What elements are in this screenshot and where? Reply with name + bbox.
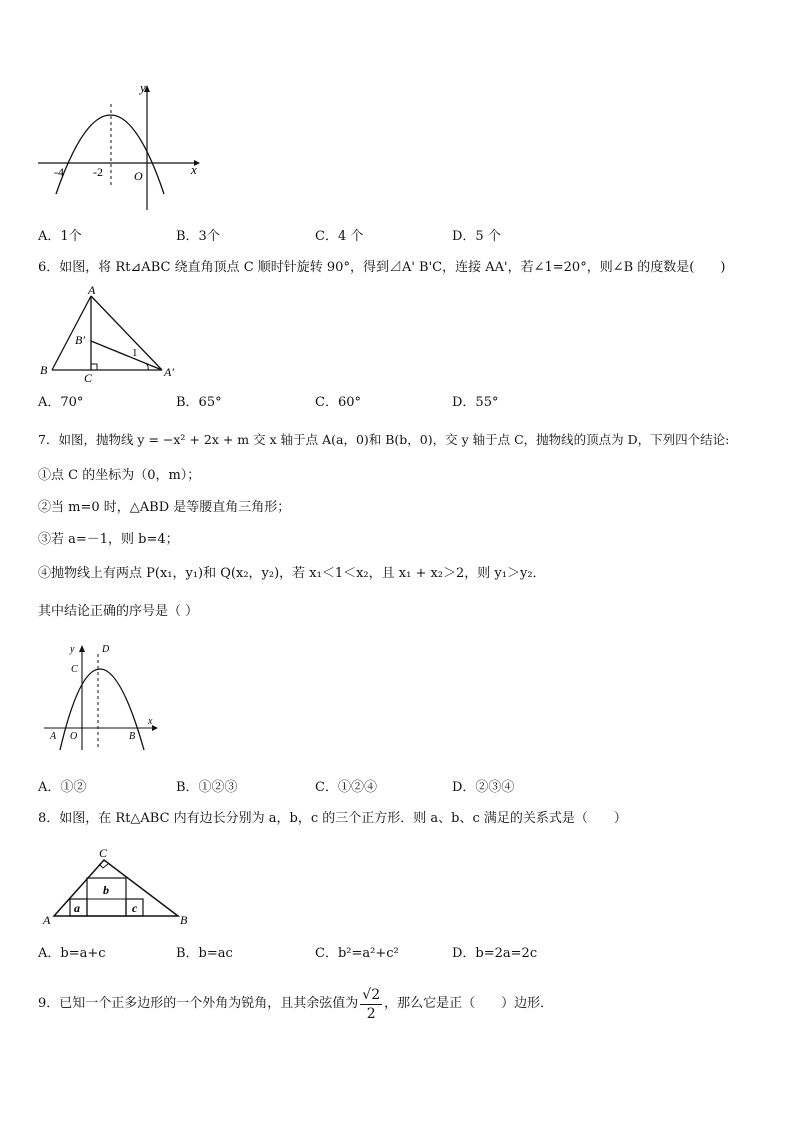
q7-option-c[interactable]: C．①②④ [315,780,377,795]
label-o: O [70,731,78,742]
label-a-vertex: A [43,913,51,926]
q7-option-d[interactable]: D．②③④ [452,780,515,795]
label-c: C [71,664,78,675]
q5-parabola-graph [34,82,204,212]
label-angle-1: 1 [132,347,138,359]
q9-fraction-denominator: 2 [366,1005,376,1022]
label-b: B [40,363,48,377]
x-axis-label: x [191,162,197,177]
q8-option-a[interactable]: A．b=a+c [38,946,106,961]
x-label: x [148,716,153,727]
label-a: A [50,731,57,742]
q7-parabola-graph [40,640,170,752]
q7-stem: 7．如图，抛物线 y = −x² + 2x + m 交 x 轴于点 A(a，0)和 B(b，0)，交 y 轴于点 C，抛物线的顶点为 D，下列四个结论: [38,432,730,447]
q6-stem: 6．如图，将 Rt⊿ABC 绕直角顶点 C 顺时针旋转 90°，得到⊿A' B'C，连接 AA'，若∠1=20°，则∠B 的度数是( ) [38,260,726,275]
segment-ab [52,296,91,370]
label-d: D [102,644,110,655]
q7-item-1: ①点 C 的坐标为（0，m）； [38,468,201,483]
q9-fraction-numerator: √2 [362,986,381,1003]
q8-option-d[interactable]: D．b=2a=2c [452,946,538,961]
q6-triangle-figure [38,284,188,384]
q5-option-c[interactable]: C．4 个 [315,229,364,244]
q8-option-c[interactable]: C．b²=a²+c² [315,946,399,961]
q7-item-3: ③若 a=－1，则 b=4； [38,532,179,547]
label-b-prime: B′ [75,333,85,347]
q9-stem-before: 9．已知一个正多边形的一个外角为锐角，且其余弦值为 [38,996,359,1011]
q7-item-4: ④抛物线上有两点 P(x₁，y₁)和 Q(x₂，y₂)，若 x₁＜1＜x₂，且 x₁ + x₂＞2，则 y₁＞y₂． [38,566,546,581]
q8-option-b[interactable]: B．b=ac [176,946,233,961]
q7-option-a[interactable]: A．①② [38,780,87,795]
q7-option-b[interactable]: B．①②③ [176,780,238,795]
tick-neg4: -4 [54,165,64,179]
label-c: C [84,371,93,384]
origin-label: O [134,169,143,183]
y-axis-label: y [140,82,146,95]
parabola-curve [56,115,164,194]
x-axis-arrow [152,725,158,731]
label-a: A [88,284,96,297]
right-angle-mark [91,364,97,370]
label-c-side: c [132,901,138,915]
triangle-abc [54,860,178,916]
label-b-side: b [103,883,109,897]
q9-stem [38,982,553,1026]
label-b-vertex: B [180,913,188,926]
q9-fraction [360,986,382,1023]
q7-item-2: ②当 m=0 时，△ABD 是等腰直角三角形； [38,500,291,515]
q8-squares-figure [40,842,200,926]
q6-option-d[interactable]: D．55° [452,395,499,410]
q6-option-a[interactable]: A．70° [38,395,84,410]
q5-option-a[interactable]: A．1个 [38,229,82,244]
label-c-vertex: C [99,846,108,860]
tick-neg2: -2 [93,165,103,179]
q9-stem-after: ，那么它是正（ ）边形． [384,996,554,1011]
q5-option-d[interactable]: D．5 个 [452,229,501,244]
label-a-prime: A′ [164,365,174,379]
segment-aa-prime [91,296,162,370]
q5-option-b[interactable]: B．3个 [176,229,220,244]
label-a-side: a [74,901,80,915]
q6-option-c[interactable]: C．60° [315,395,361,410]
y-axis-arrow [79,645,85,652]
label-b: B [129,731,136,742]
y-label: y [70,644,75,655]
q6-option-b[interactable]: B．65° [176,395,222,410]
q7-question: 其中结论正确的序号是（ ） [38,604,199,619]
q8-stem: 8．如图，在 Rt△ABC 内有边长分别为 a，b，c 的三个正方形．则 a、b、c 满足的关系式是（ ） [38,811,627,826]
segment-b-prime-a-prime [91,341,162,370]
